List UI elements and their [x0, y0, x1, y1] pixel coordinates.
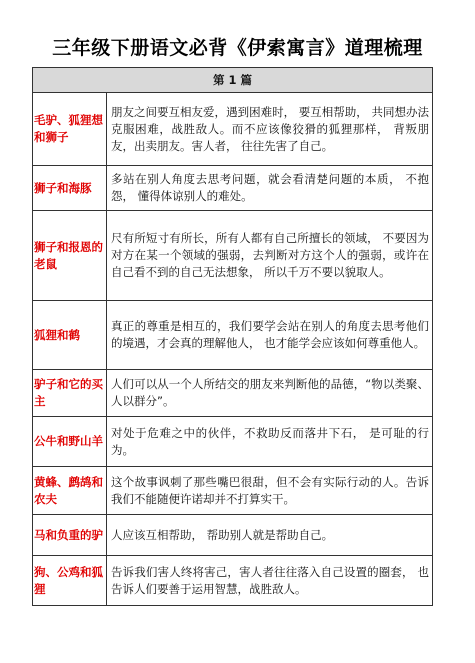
table-row	[33, 93, 433, 166]
fable-title-cell	[33, 515, 107, 556]
fable-title-cell	[33, 370, 107, 417]
fable-title-cell	[33, 556, 107, 606]
fable-title: 黄蜂、鹧鸪和农夫	[34, 474, 103, 506]
fable-title-cell	[33, 166, 107, 211]
fable-title-cell	[33, 93, 107, 166]
fable-lesson: 人应该互相帮助， 帮助别人就是帮助自己。	[107, 515, 433, 556]
fable-lesson: 这个故事讽刺了那些嘴巴很甜，但不会有实际行动的人。告诉我们不能随便许诺却并不打算实干。	[107, 467, 433, 515]
fable-title: 马和负重的驴	[34, 527, 103, 542]
fable-table	[32, 67, 433, 606]
fable-title: 狗、公鸡和狐狸	[34, 564, 103, 596]
fable-title-cell	[33, 211, 107, 301]
fable-lesson: 告诉我们害人终将害己，害人者往往落入自己设置的圈套， 也告诉人们要善于运用智慧，战胜敌人。	[107, 556, 433, 606]
table-row	[33, 211, 433, 301]
table-row	[33, 467, 433, 515]
table-row	[33, 515, 433, 556]
fable-lesson: 多站在别人角度去思考问题，就会看清楚问题的本质， 不抱怨， 懂得体谅别人的难处。	[107, 166, 433, 211]
fable-title: 狐狸和鹤	[34, 327, 80, 342]
fable-title-cell	[33, 301, 107, 370]
fable-title-cell	[33, 467, 107, 515]
table-row	[33, 417, 433, 467]
fable-lesson: 对处于危难之中的伙伴，不救助反而落井下石， 是可耻的行为。	[107, 417, 433, 467]
table-row	[33, 166, 433, 211]
fable-title: 狮子和海豚	[34, 180, 92, 195]
fable-title: 狮子和报恩的老鼠	[34, 239, 103, 271]
fable-title-cell	[33, 417, 107, 467]
table-row	[33, 370, 433, 417]
fable-title: 公牛和野山羊	[34, 434, 103, 448]
section-header: 第 1 篇	[33, 68, 433, 93]
fable-lesson: 朋友之间要互相友爱，遇到困难时， 要互相帮助， 共同想办法克服困难，战胜敌人。而不应该像狡猾的狐狸那样， 背叛朋友，出卖朋友。害人者， 往往先害了自己。	[107, 93, 433, 166]
table-row	[33, 301, 433, 370]
fable-lesson: 真正的尊重是相互的，我们要学会站在别人的角度去思考他们的境遇，才会真的理解他人， 也才能学会应该如何尊重他人。	[107, 301, 433, 370]
fable-rows	[33, 93, 433, 606]
document-title: 三年级下册语文必背《伊索寓言》道理梳理	[52, 37, 423, 59]
fable-title: 驴子和它的买主	[34, 377, 103, 408]
table-row	[33, 556, 433, 606]
fable-title: 毛驴、狐狸想和狮子	[34, 113, 103, 144]
fable-lesson: 尺有所短寸有所长，所有人都有自己所擅长的领域， 不要因为对方在某一个领域的强弱，去判断对方这个人的强弱，或许在自己看不到的自己无法想象， 所以千万不要以貌取人。	[107, 211, 433, 301]
fable-lesson: 人们可以从一个人所结交的朋友来判断他的品德，“物以类聚、人以群分”。	[107, 370, 433, 417]
